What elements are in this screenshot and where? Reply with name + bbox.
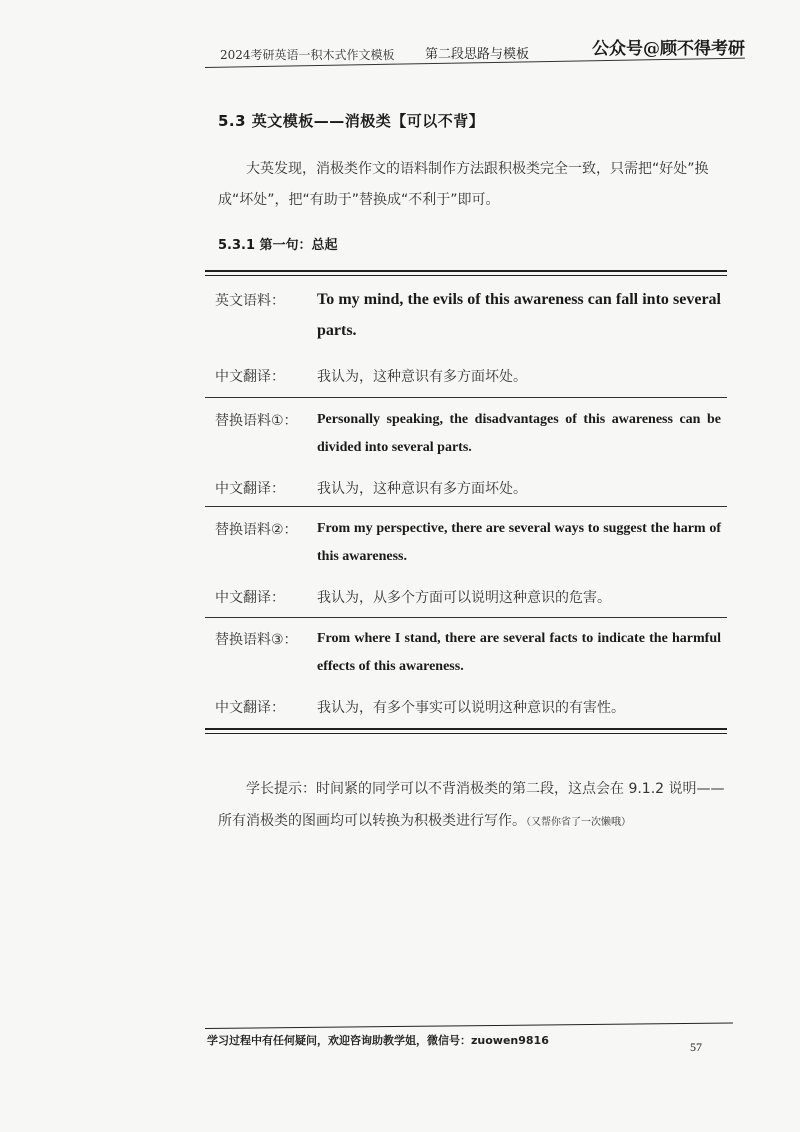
chinese-translation: 我认为，这种意识有多方面坏处。 <box>317 481 527 497</box>
subsection-title: 5.3.1 第一句：总起 <box>218 238 338 253</box>
table-divider <box>205 617 727 618</box>
replacement-label: 替换语料①： <box>215 413 298 429</box>
chinese-translation: 我认为，有多个事实可以说明这种意识的有害性。 <box>317 700 625 716</box>
footer-rule <box>205 1022 733 1029</box>
table-top-rule <box>205 270 727 276</box>
page-number: 57 <box>690 1040 702 1054</box>
tip-aside-text: （又帮你省了一次懒哦） <box>526 817 631 828</box>
english-sentence: Personally speaking, the disadvantages of this awareness can be divided into several parts. <box>317 412 721 455</box>
english-sentence: To my mind, the evils of this awareness can fall into several parts. <box>317 291 721 339</box>
footer-contact: 学习过程中有任何疑问，欢迎咨询助教学姐，微信号：zuowen9816 <box>207 1034 549 1047</box>
chinese-label: 中文翻译： <box>215 481 285 497</box>
tip-main-text: 学长提示：时间紧的同学可以不背消极类的第二段，这点会在 9.1.2 说明——所有消极类的图画均可以转换为积极类进行写作。 <box>218 781 725 829</box>
chinese-label: 中文翻译： <box>215 590 285 606</box>
chinese-translation: 我认为，从多个方面可以说明这种意识的危害。 <box>317 590 611 606</box>
replacement-label: 替换语料②： <box>215 522 298 538</box>
section-title: 5.3 英文模板——消极类【可以不背】 <box>218 112 485 130</box>
tip-paragraph <box>218 773 733 839</box>
table-divider <box>205 397 727 398</box>
english-sentence: From my perspective, there are several ways to suggest the harm of this awareness. <box>317 521 721 564</box>
header-book-title: 2024考研英语一积木式作文模板 <box>220 48 395 62</box>
replacement-label: 替换语料③： <box>215 632 298 648</box>
intro-paragraph: 大英发现，消极类作文的语料制作方法跟积极类完全一致，只需把“好处”换成“坏处”，把“有助于”替换成“不利于”即可。 <box>218 161 709 208</box>
header-chapter-title: 第二段思路与模板 <box>425 47 530 62</box>
english-label: 英文语料： <box>215 293 285 309</box>
table-bottom-rule <box>205 728 727 734</box>
chinese-translation: 我认为，这种意识有多方面坏处。 <box>317 369 527 385</box>
table-divider <box>205 506 727 507</box>
chinese-label: 中文翻译： <box>215 700 285 716</box>
chinese-label: 中文翻译： <box>215 369 285 385</box>
header-watermark: 公众号@顾不得考研 <box>592 39 745 59</box>
english-sentence: From where I stand, there are several facts to indicate the harmful effects of this awareness. <box>317 631 721 674</box>
